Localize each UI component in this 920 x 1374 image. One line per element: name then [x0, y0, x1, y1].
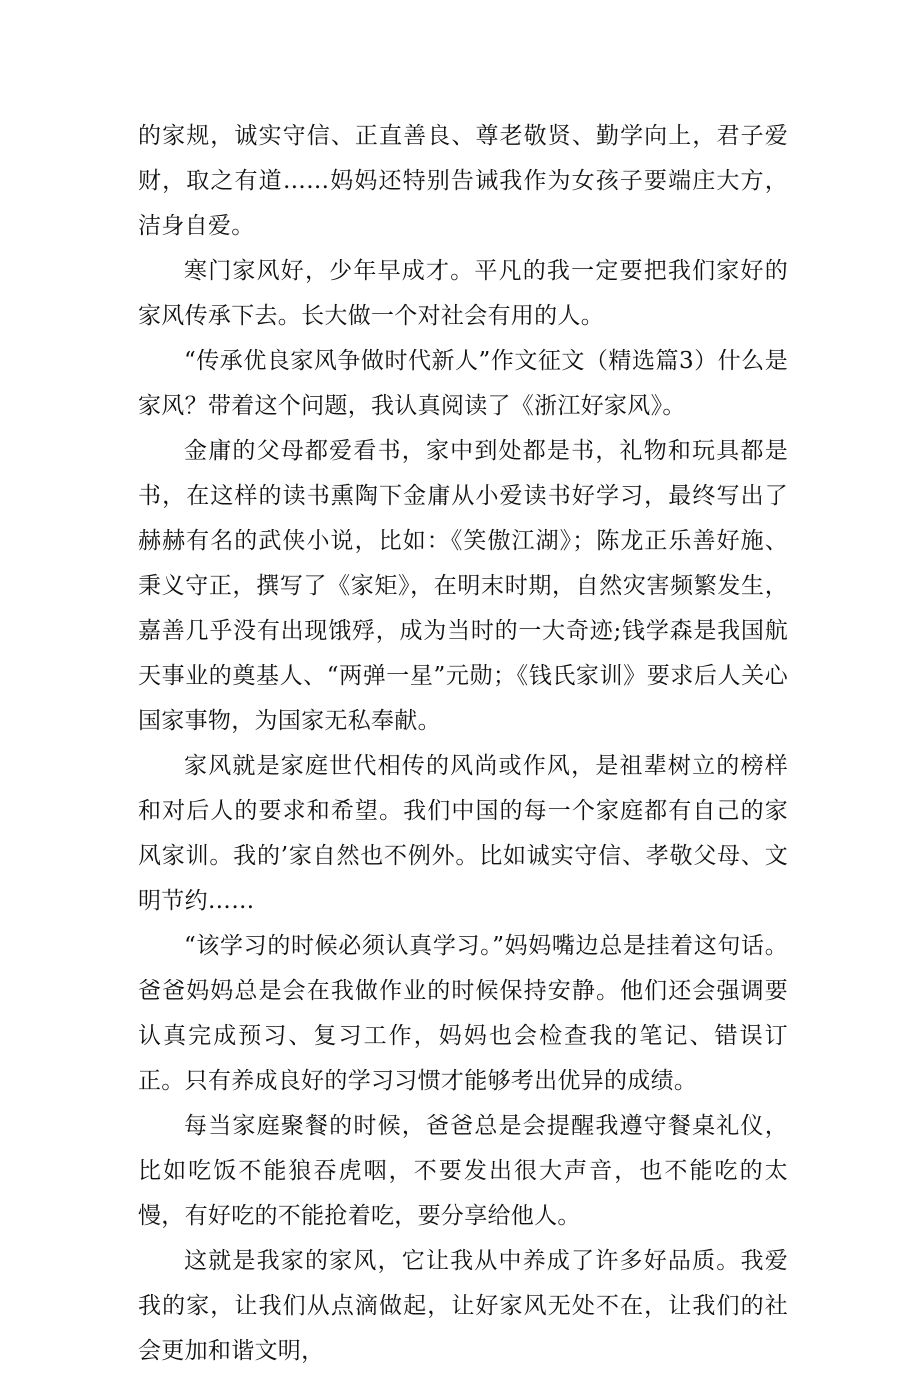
paragraph-2: 寒门家风好，少年早成才。平凡的我一定要把我们家好的家风传承下去。长大做一个对社会有用的人。 — [138, 258, 788, 329]
paragraph-1: 的家规，诚实守信、正直善良、尊老敬贤、勤学向上，君子爱财，取之有道……妈妈还特别告诫我作为女孩子要端庄大方，洁身自爱。 — [138, 123, 788, 239]
paragraph-6: “该学习的时候必须认真学习。”妈妈嘴边总是挂着这句话。爸爸妈妈总是会在我做作业的时候保持安静。他们还会强调要认真完成预习、复习工作，妈妈也会检查我的笔记、错误订正。只有养成良好的学习习惯才能够考出优异的成绩。 — [138, 933, 788, 1094]
paragraph-5: 家风就是家庭世代相传的风尚或作风，是祖辈树立的榜样和对后人的要求和希望。我们中国的每一个家庭都有自己的家风家训。我的’家自然也不例外。比如诚实守信、孝敬父母、文明节约…… — [138, 753, 788, 914]
paragraph-3: “传承优良家风争做时代新人”作文征文（精选篇3）什么是家风？带着这个问题，我认真阅读了《浙江好家风》。 — [138, 348, 788, 419]
paragraph-7: 每当家庭聚餐的时候，爸爸总是会提醒我遵守餐桌礼仪，比如吃饭不能狼吞虎咽，不要发出很大声音，也不能吃的太慢，有好吃的不能抢着吃，要分享给他人。 — [138, 1113, 788, 1229]
document-body — [138, 114, 788, 1374]
paragraph-8: 这就是我家的家风，它让我从中养成了许多好品质。我爱我的家，让我们从点滴做起，让好家风无处不在，让我们的社会更加和谐文明， — [138, 1248, 788, 1364]
paragraph-4: 金庸的父母都爱看书，家中到处都是书，礼物和玩具都是书，在这样的读书熏陶下金庸从小爱读书好学习，最终写出了赫赫有名的武侠小说，比如：《笑傲江湖》；陈龙正乐善好施、秉义守正，撰写了《家矩》，在明末时期，自然灾害频繁发生，嘉善几乎没有出现饿殍，成为当时的一大奇迹;钱学森是我国航天事业的奠基人、“两弹一星”元勋；《钱氏家训》要求后人关心国家事物，为国家无私奉献。 — [138, 438, 788, 734]
